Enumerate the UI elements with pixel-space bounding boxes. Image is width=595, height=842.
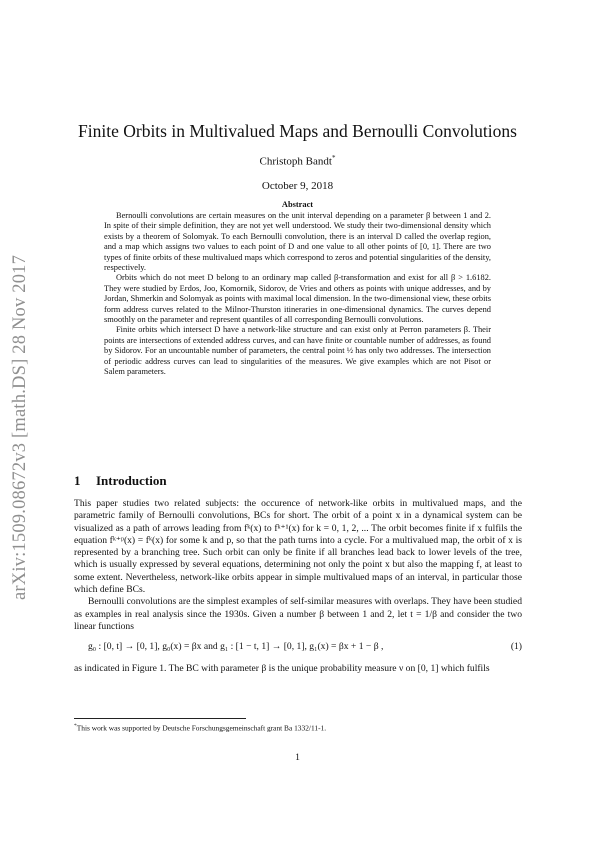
equation-1 bbox=[74, 633, 522, 663]
author-name: Christoph Bandt bbox=[259, 155, 332, 168]
footnote-rule bbox=[74, 718, 246, 719]
author bbox=[60, 154, 535, 168]
paper-title: Finite Orbits in Multivalued Maps and Bernoulli Convolutions bbox=[78, 121, 517, 141]
abstract-heading: Abstract bbox=[281, 200, 314, 209]
page-number: 1 bbox=[295, 752, 300, 763]
section-title: Introduction bbox=[96, 473, 167, 488]
body-paragraph: as indicated in Figure 1. The BC with parameter β is the unique probability measure ν on [0, 1] which fulfils bbox=[74, 663, 490, 675]
paper-date: October 9, 2018 bbox=[261, 180, 334, 192]
section-number: 1 bbox=[74, 473, 81, 488]
abstract-paragraph: Orbits which do not meet D belong to an ordinary map called β-transformation and exist for all β > 1.6182. They were studied by Erdos, Joo, Komornik, Sidorov, de Vries and others as points with unique addresses, and by Jordan, Shmerkin and Solomyak as points with maximal local dimension. In the two-dimensional view, these orbits form address curves related to the Milnor-Thurston itineraries in one-dimensional dynamics. The curves depend smoothly on the parameter and represent quantiles of all corresponding Bernoulli convolutions. bbox=[104, 273, 491, 325]
arxiv-stamp: arXiv:1509.08672v3 [math.DS] 28 Nov 2017 bbox=[10, 254, 30, 600]
author-footnote-mark: * bbox=[331, 154, 336, 162]
abstract-paragraph: Finite orbits which intersect D have a network-like structure and can exist only at Perron parameters β. Their points are intersections of extended address curves, and can have finite or countable number of addresses, as found by Sidorov. For an uncountable number of parameters, the central point ½ has only two addresses. The intersection of periodic address curves can lead to singularities of the measures. We give examples which are not Pisot or Salem parameters. bbox=[104, 325, 491, 377]
footnote-mark: * bbox=[74, 723, 77, 729]
body-paragraph: This paper studies two related subjects: the occurence of network-like orbits in multivalued maps, and the parametric family of Bernoulli convolutions, BCs for short. The orbit of a point x in a dynamical system can be visualized as a path of arrows leading from fᵏ(x) to fᵏ⁺¹(x) for k = 0, 1, 2, ... The orbit becomes finite if x fulfils the equation fᵏ⁺ᵖ(x) = fᵏ(x) for some k and p, so that the path turns into a cycle. For a multivalued map, the orbit of x is represented by a branching tree. Such orbit can only be finite if all branches lead back to lower levels of the tree, which is usually expressed by several equations, determining not only the point x but also the mapping f, at least to some extent. Nevertheless, network-like orbits appear in simple multivalued maps of an interval, in particular those which define BCs. bbox=[74, 498, 522, 596]
equation-text: g₀ : [0, t] → [0, 1], g₀(x) = βx and g₁ : [1 − t, 1] → [0, 1], g₁(x) = βx + 1 − β , bbox=[88, 641, 384, 653]
section-heading bbox=[74, 473, 167, 489]
equation-number: (1) bbox=[510, 641, 522, 653]
abstract bbox=[104, 211, 491, 378]
footnote-text: This work was supported by Deutsche Forschungsgemeinschaft grant Ba 1332/11-1. bbox=[76, 723, 327, 733]
footnote bbox=[74, 723, 326, 732]
body-paragraph: Bernoulli convolutions are the simplest examples of self-similar measures with overlaps. They have been studied as examples in real analysis since the 1930s. Given a number β between 1 and 2, let t = 1/β and consider the two linear functions bbox=[74, 596, 522, 632]
body-text bbox=[74, 498, 522, 676]
abstract-paragraph: Bernoulli convolutions are certain measures on the unit interval depending on a parameter β between 1 and 2. In spite of their simple definition, they are not yet well understood. We study their two-dimensional density which exists by a theorem of Solomyak. To each Bernoulli convolution, there is an interval D called the overlap region, and a map which assigns two values to each point of D and one value to all other points of [0, 1]. There are two types of finite orbits of these multivalued maps which correspond to zeros and potential singularities of the density, respectively. bbox=[104, 211, 491, 273]
